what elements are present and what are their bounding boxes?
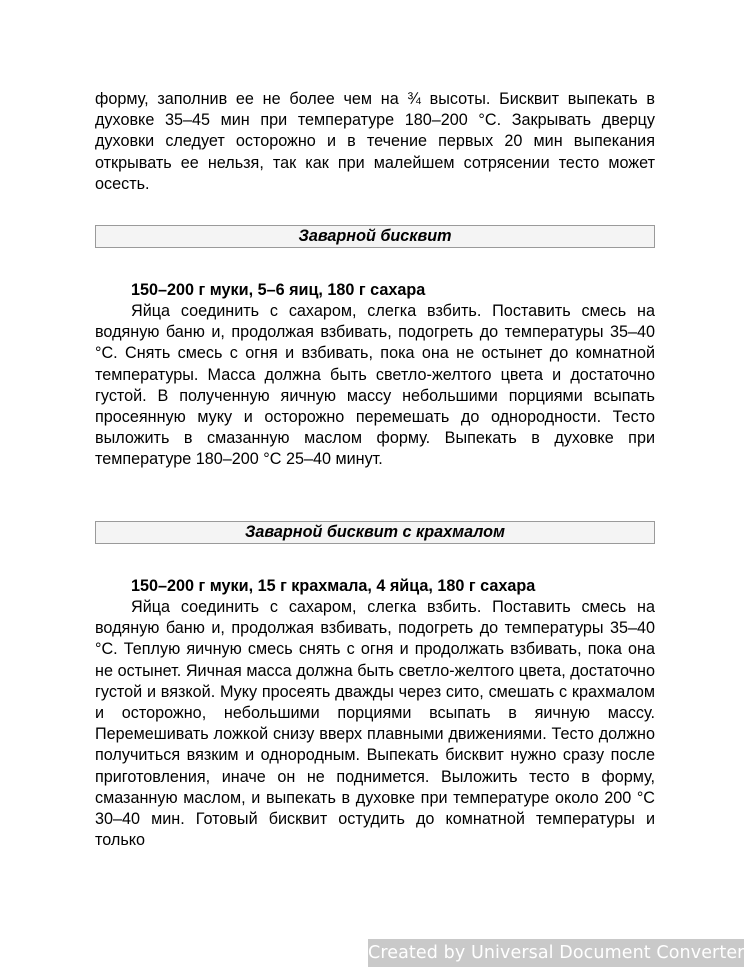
recipe-method-1: Яйца соединить с сахаром, слегка взбить. Поставить смесь на водяную баню и, продолжая взбивать, подогреть до температуры 35–40 °С. Снять смесь с огня и взбивать, пока она не остынет до комнатной температуры. Масса должна быть светло-желтого цвета и достаточно густой. В полученную яичную массу небольшими порциями всыпать просеянную муку и осторожно перемешать до однородности. Тесто выложить в смазанную маслом форму. Выпекать в духовке при температуре 180–200 °С 25–40 минут. [95,302,655,469]
recipe-title-2: Заварной бисквит с крахмалом [95,521,655,544]
converter-watermark: Created by Universal Document Converter [368,939,744,967]
recipe-ingredients-1: 150–200 г муки, 5–6 яиц, 180 г сахара [131,281,426,299]
intro-paragraph: форму, заполнив ее не более чем на ¾ высоты. Бисквит выпекать в духовке 35–45 мин при температуре 180–200 °С. Закрывать дверцу духовки следует осторожно и в течение первых 20 мин выпекания открывать ее нельзя, так как при малейшем сотрясении тесто может осесть. [95,90,655,193]
recipe-ingredients-2: 150–200 г муки, 15 г крахмала, 4 яйца, 180 г сахара [131,577,536,595]
recipe-title-1: Заварной бисквит [95,225,655,248]
recipe-method-2: Яйца соединить с сахаром, слегка взбить. Поставить смесь на водяную баню и, продолжая взбивать, подогреть до температуры 35–40 °С. Теплую яичную смесь снять с огня и продолжать взбивать, пока она не остынет. Яичная масса должна быть светло-желтого цвета, достаточно густой и вязкой. Муку просеять дважды через сито, смешать с крахмалом и осторожно, небольшими порциями всыпать в яичную массу. Перемешивать ложкой снизу вверх плавными движениями. Тесто должно получиться вязким и однородным. Выпекать бисквит нужно сразу после приготовления, иначе он не поднимется. Выложить тесто в форму, смазанную маслом, и выпекать в духовке при температуре около 200 °С 30–40 мин. Готовый бисквит остудить до комнатной температуры и только [95,598,655,850]
